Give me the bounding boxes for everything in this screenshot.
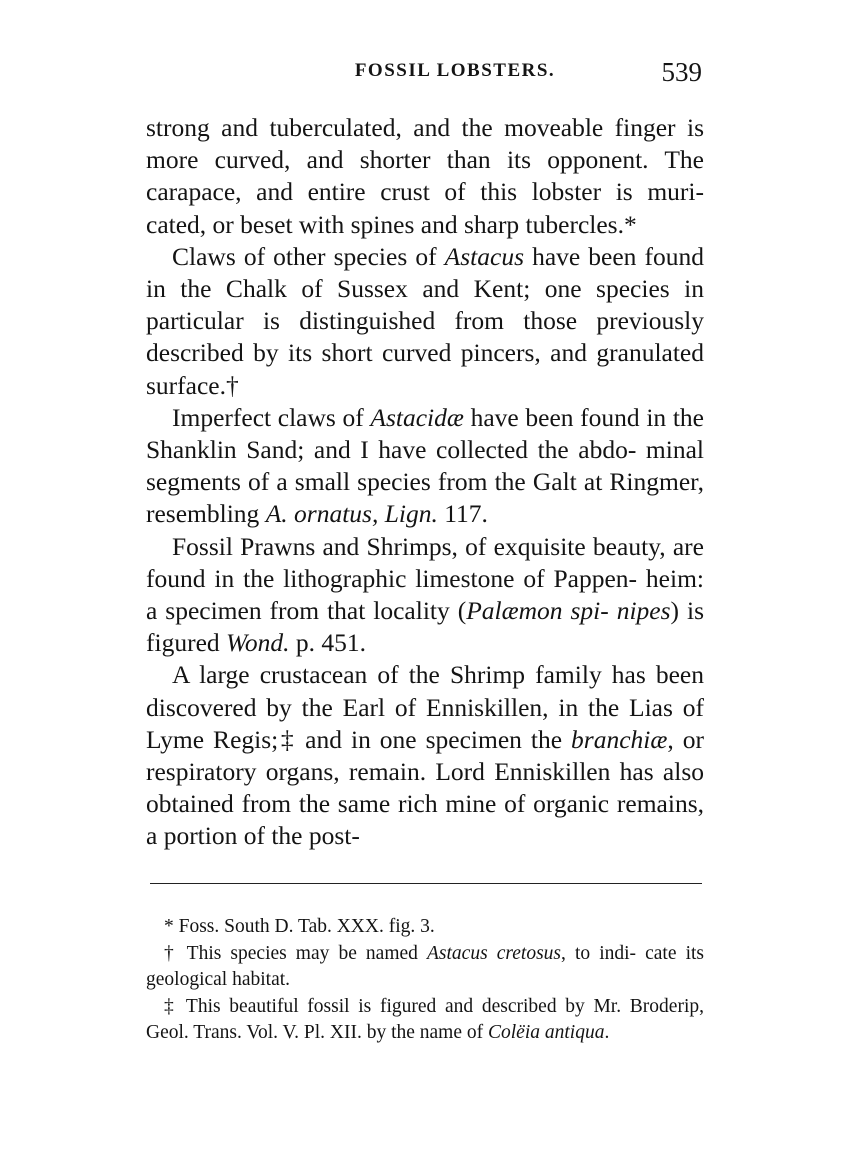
paragraph xyxy=(146,402,704,531)
footnote xyxy=(146,941,704,993)
page-number: 539 xyxy=(661,57,702,87)
paragraph xyxy=(146,241,704,402)
paragraph xyxy=(146,531,704,660)
text-run: have been found in the Chalk of Sussex and Kent; one species in particular is distinguished from those previously described by its short curved pincers, and granulated surface.† xyxy=(146,241,705,400)
text-run: Claws of other species of xyxy=(172,241,445,271)
italic-text: Astacidæ xyxy=(370,402,464,432)
paragraph xyxy=(146,659,704,852)
text-run: . xyxy=(604,1022,610,1043)
footnote xyxy=(146,994,704,1046)
text-run: * Foss. South D. Tab. XXX. fig. 3. xyxy=(164,916,435,937)
page-header xyxy=(146,57,704,96)
text-run: A large crustacean of the Shrimp family has been discovered by the Earl of Enniskillen, in the Lias of Lyme Regis;‡ and in one specimen the xyxy=(146,660,704,754)
italic-text: Astacus xyxy=(444,241,524,271)
text-run: , or respiratory organs, remain. Lord Enniskillen has also obtained from the same rich mine of organic remains, a portion of the post- xyxy=(146,724,704,851)
italic-text: Wond. xyxy=(226,628,290,658)
italic-text: Colëia antiqua xyxy=(488,1022,605,1043)
italic-text: A. ornatus, Lign. xyxy=(265,499,438,529)
paragraph xyxy=(146,112,704,241)
text-run: ‡ This beautiful fossil is figured and described by Mr. Broderip, Geol. Trans. Vol. V. Pl. XII. by the name of xyxy=(146,996,704,1043)
text-run: 117. xyxy=(437,499,488,529)
text-run: p. 451. xyxy=(289,628,367,658)
text-run: strong and tuberculated, and the moveable finger is more curved, and shorter than its opponent. The carapace, and entire crust of this lobster is muri- cated, or beset with spines and sharp tubercles.* xyxy=(146,113,704,239)
italic-text: branchiæ xyxy=(571,724,668,754)
text-run: ) is figured xyxy=(146,596,705,658)
italic-text: Palæmon spi- nipes xyxy=(466,596,671,626)
footnote xyxy=(146,914,704,940)
text-run: Fossil Prawns and Shrimps, of exquisite beauty, are found in the lithographic limestone of Pappen- heim: a specimen from that locality ( xyxy=(146,531,704,626)
footnotes xyxy=(146,914,704,1047)
footnote-rule xyxy=(150,883,702,884)
text-run: † This species may be named xyxy=(164,943,427,964)
text-run: Imperfect claws of xyxy=(172,402,371,432)
body-text xyxy=(146,112,704,853)
text-run: have been found in the Shanklin Sand; and I have collected the abdo- minal segments of a small species from the Galt at Ringmer, resembling xyxy=(146,402,704,529)
italic-text: Astacus cretosus xyxy=(427,943,562,964)
text-run: , to indi- cate its geological habitat. xyxy=(146,943,704,990)
running-title: FOSSIL LOBSTERS. xyxy=(354,60,556,81)
